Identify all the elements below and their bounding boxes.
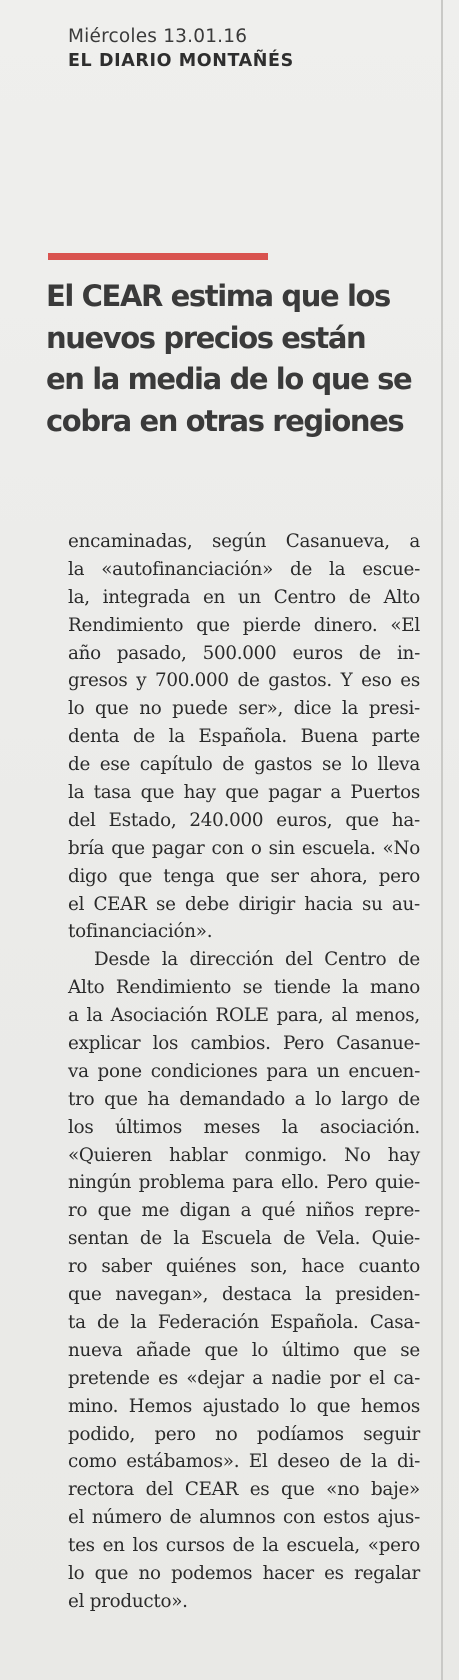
body-line: a la Asociación ROLE para, al menos,	[68, 1005, 420, 1027]
accent-rule	[48, 253, 268, 260]
article-headline	[46, 276, 426, 442]
body-line: sentan de la Escuela de Vela. Quie-	[68, 1228, 420, 1250]
article-body	[68, 528, 420, 1616]
body-line: lo que no podemos hacer es regalar	[68, 1562, 420, 1584]
body-line: encaminadas, según Casanueva, a	[68, 531, 420, 552]
headline-line: nuevos precios están	[46, 320, 366, 355]
body-line: gresos y 700.000 de gastos. Y eso es	[68, 670, 420, 692]
body-line: que navegan», destaca la presiden-	[68, 1284, 420, 1306]
body-line: ro que me digan a qué niños repre-	[68, 1200, 420, 1222]
publication-date: Miércoles 13.01.16	[68, 26, 248, 47]
body-line: del Estado, 240.000 euros, que ha-	[68, 809, 420, 831]
body-line: el CEAR se debe dirigir hacia su au-	[68, 893, 420, 915]
body-line: nueva añade que lo último que se	[68, 1339, 420, 1361]
body-line: podido, pero no podíamos seguir	[68, 1423, 420, 1445]
headline-line: cobra en otras regiones	[46, 403, 404, 438]
body-line: la, integrada en un Centro de Alto	[68, 586, 420, 608]
body-line: como estábamos». El deseo de la di-	[68, 1451, 420, 1473]
body-line: «Quieren hablar conmigo. No hay	[68, 1144, 420, 1166]
body-line: la «autofinanciación» de la escue-	[68, 558, 420, 580]
body-line: bría que pagar con o sin escuela. «No	[68, 837, 420, 859]
body-line: Desde la dirección del Centro de	[94, 949, 420, 971]
body-line: explicar los cambios. Pero Casanue-	[68, 1033, 420, 1055]
body-line: va pone condiciones para un encuen-	[68, 1060, 420, 1082]
headline-line: El CEAR estima que los	[46, 279, 390, 313]
body-line: de ese capítulo de gastos se lo lleva	[68, 754, 420, 776]
body-line: tes en los cursos de la escuela, «pero	[68, 1535, 420, 1557]
body-line: mino. Hemos ajustado lo que hemos	[68, 1395, 420, 1417]
column-divider	[441, 0, 443, 1680]
body-line: lo que no puede ser», dice la presi-	[68, 698, 420, 720]
headline-line: en la media de lo que se	[46, 362, 412, 396]
body-line: los últimos meses la asociación.	[68, 1116, 420, 1138]
body-line: tofinanciación».	[68, 921, 213, 943]
body-line: año pasado, 500.000 euros de in-	[68, 642, 420, 664]
body-line: ta de la Federación Española. Casa-	[68, 1311, 420, 1333]
body-line: el producto».	[68, 1590, 188, 1612]
body-line: la tasa que hay que pagar a Puertos	[68, 782, 420, 804]
body-line: pretende es «dejar a nadie por el ca-	[68, 1367, 420, 1389]
body-line: Rendimiento que pierde dinero. «El	[68, 614, 420, 636]
body-line: tro que ha demandado a lo largo de	[68, 1088, 420, 1110]
body-line: ro saber quiénes son, hace cuanto	[68, 1256, 420, 1278]
body-line: ningún problema para ello. Pero quie-	[68, 1172, 420, 1194]
newspaper-name: EL DIARIO MONTAÑÉS	[68, 51, 294, 71]
body-line: digo que tenga que ser ahora, pero	[68, 865, 420, 887]
body-line: denta de la Española. Buena parte	[68, 726, 420, 748]
body-line: rectora del CEAR es que «no baje»	[68, 1479, 420, 1501]
body-line: Alto Rendimiento se tiende la mano	[68, 977, 420, 999]
page-header	[68, 26, 428, 72]
body-line: el número de alumnos con estos ajus-	[68, 1507, 420, 1529]
